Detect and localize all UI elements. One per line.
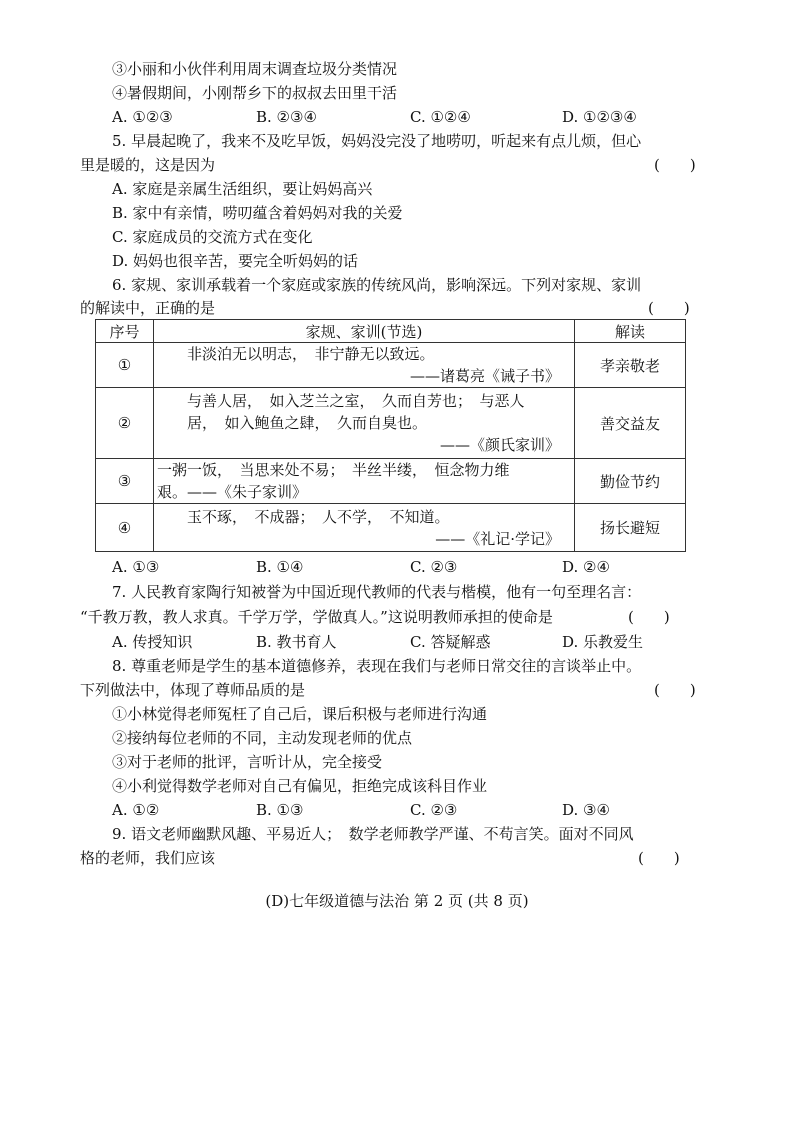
q4-item-3: ③小丽和小伙伴利用周末调查垃圾分类情况 bbox=[112, 60, 398, 78]
q9-stem-line1: 9. 语文老师幽默风趣、平易近人； 数学老师教学严谨、不苟言笑。面对不同风 bbox=[112, 825, 634, 843]
row-number: ① bbox=[96, 343, 154, 388]
excerpt-text-line2: 居， 如入鲍鱼之肆， 久而自臭也。 bbox=[187, 414, 428, 432]
q8-option-b: B. ①③ bbox=[256, 801, 304, 819]
q5-option-a: A. 家庭是亲属生活组织，要让妈妈高兴 bbox=[112, 180, 373, 198]
q8-item-2: ②接纳每位老师的不同，主动发现老师的优点 bbox=[112, 729, 413, 747]
row-interpretation: 善交益友 bbox=[575, 388, 686, 459]
family-rules-table bbox=[95, 319, 686, 552]
table-row bbox=[96, 343, 686, 388]
q8-item-3: ③对于老师的批评，言听计从，完全接受 bbox=[112, 753, 383, 771]
q8-option-d: D. ③④ bbox=[562, 801, 610, 819]
row-interpretation: 孝亲敬老 bbox=[575, 343, 686, 388]
q6-stem-line1: 6. 家规、家训承载着一个家庭或家族的传统风尚，影响深远。下列对家规、家训 bbox=[112, 276, 642, 294]
q6-option-c: C. ②③ bbox=[410, 558, 458, 576]
table-row bbox=[96, 459, 686, 504]
row-excerpt bbox=[154, 343, 575, 388]
q8-option-a: A. ①② bbox=[112, 801, 160, 819]
q7-stem-line2: “千教万教，教人求真。千学万学，学做真人。”这说明教师承担的使命是 bbox=[80, 608, 553, 626]
excerpt-source: ——《礼记·学记》 bbox=[435, 529, 560, 548]
q8-stem-line1: 8. 尊重老师是学生的基本道德修养，表现在我们与老师日常交往的言谈举止中。 bbox=[112, 657, 642, 675]
q5-stem-line2: 里是暖的，这是因为 bbox=[80, 156, 216, 174]
q4-item-4: ④暑假期间，小刚帮乡下的叔叔去田里干活 bbox=[112, 84, 398, 102]
q5-option-b: B. 家中有亲情，唠叨蕴含着妈妈对我的关爱 bbox=[112, 204, 403, 222]
excerpt-source: ——《颜氏家训》 bbox=[439, 436, 560, 454]
q7-option-b: B. 教书育人 bbox=[256, 633, 337, 651]
q8-stem-line2: 下列做法中，体现了尊师品质的是 bbox=[80, 681, 306, 699]
excerpt-text-line1: 与善人居， 如入芝兰之室， 久而自芳也； 与恶人 bbox=[187, 392, 525, 410]
row-interpretation: 勤俭节约 bbox=[575, 459, 686, 504]
q5-option-c: C. 家庭成员的交流方式在变化 bbox=[112, 228, 313, 246]
q6-option-d: D. ②④ bbox=[562, 558, 610, 576]
q5-answer-paren: ( ) bbox=[654, 156, 696, 174]
q7-option-a: A. 传授知识 bbox=[112, 633, 193, 651]
row-number: ④ bbox=[96, 504, 154, 552]
q6-stem-line2: 的解读中，正确的是 bbox=[80, 299, 216, 317]
row-excerpt bbox=[154, 504, 575, 552]
row-interpretation: 扬长避短 bbox=[575, 504, 686, 552]
q9-answer-paren: ( ) bbox=[638, 849, 680, 867]
q5-option-d: D. 妈妈也很辛苦，要完全听妈妈的话 bbox=[112, 252, 359, 270]
q4-option-b: B. ②③④ bbox=[256, 108, 317, 126]
q8-item-4: ④小利觉得数学老师对自己有偏见，拒绝完成该科目作业 bbox=[112, 777, 488, 795]
header-interpretation: 解读 bbox=[575, 320, 686, 343]
q6-option-b: B. ①④ bbox=[256, 558, 304, 576]
row-excerpt bbox=[154, 388, 575, 459]
q4-option-a: A. ①②③ bbox=[112, 108, 173, 126]
header-excerpt: 家规、家训(节选) bbox=[154, 320, 575, 343]
q9-stem-line2: 格的老师，我们应该 bbox=[80, 849, 216, 867]
excerpt-text: 非淡泊无以明志， 非宁静无以致远。 bbox=[187, 345, 435, 363]
excerpt-source: ——诸葛亮《诫子书》 bbox=[409, 367, 560, 385]
row-number: ② bbox=[96, 388, 154, 459]
row-number: ③ bbox=[96, 459, 154, 504]
q4-option-c: C. ①②④ bbox=[410, 108, 471, 126]
q5-stem-line1: 5. 早晨起晚了，我来不及吃早饭，妈妈没完没了地唠叨，听起来有点儿烦，但心 bbox=[112, 132, 642, 150]
q8-item-1: ①小林觉得老师冤枉了自己后，课后积极与老师进行沟通 bbox=[112, 705, 488, 723]
table-row bbox=[96, 504, 686, 552]
q7-stem-line1: 7. 人民教育家陶行知被誉为中国近现代教师的代表与楷模，他有一句至理名言： bbox=[112, 583, 642, 601]
row-excerpt bbox=[154, 459, 575, 504]
q6-answer-paren: ( ) bbox=[648, 299, 690, 317]
excerpt-text-line1: 一粥一饭， 当思来处不易； 半丝半缕， 恒念物力维 bbox=[157, 461, 510, 479]
q7-option-c: C. 答疑解惑 bbox=[410, 633, 491, 651]
q8-answer-paren: ( ) bbox=[654, 681, 696, 699]
q7-option-d: D. 乐教爱生 bbox=[562, 633, 644, 651]
q6-option-a: A. ①③ bbox=[112, 558, 160, 576]
page-footer: (D)七年级道德与法治 第 2 页 (共 8 页) bbox=[265, 892, 529, 910]
q8-option-c: C. ②③ bbox=[410, 801, 458, 819]
q7-answer-paren: ( ) bbox=[628, 608, 670, 626]
table-row bbox=[96, 388, 686, 459]
excerpt-text: 玉不琢， 不成器； 人不学， 不知道。 bbox=[187, 507, 450, 526]
table-header-row bbox=[96, 320, 686, 343]
q4-option-d: D. ①②③④ bbox=[562, 108, 637, 126]
header-number: 序号 bbox=[96, 320, 154, 343]
excerpt-text-line2: 艰。——《朱子家训》 bbox=[157, 483, 308, 501]
